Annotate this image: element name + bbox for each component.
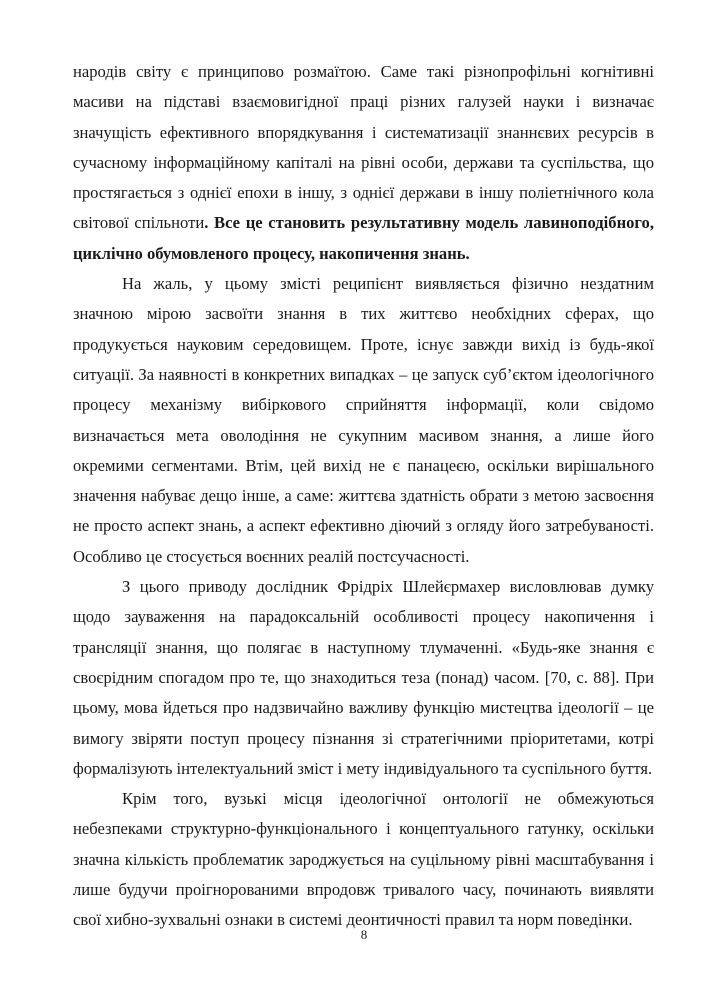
body-text: [73, 57, 654, 936]
paragraph-1-bold-text: . Все це становить результативну модель лавиноподібного, циклічно обумовленого процесу, накопичення знань.: [73, 213, 655, 263]
paragraph-3: З цього приводу дослідник Фрідріх Шлейєрмахер висловлював думку щодо зауваження на парадоксальній особливості процесу накопичення і трансляції знання, що полягає в наступному тлумаченні. «Будь-яке знання є своєрідним спогадом про те, що знаходиться теза (понад) часом. [70, с. 88]. При цьому, мова йдеться про надзвичайно важливу функцію мистецтва ідеології – це вимогу звіряти поступ процесу пізнання зі стратегічними пріоритетами, котрі формалізують інтелектуальний зміст і мету індивідуального та суспільного буття.: [73, 577, 654, 778]
page-number: 8: [360, 927, 368, 942]
paragraph-4: Крім того, вузькі місця ідеологічної онтології не обмежуються небезпеками структурно-функціонального і концептуального гатунку, оскільки значна кількість проблематик зароджується на суцільному рівні масштабування і лише будучи проігнорованими впродовж тривалого часу, починають виявляти свої хибно-зухвальні ознаки в системі деонтичності правил та норм поведінки.: [73, 789, 654, 930]
paragraph-1: [73, 57, 654, 269]
paragraph-1-text: народів світу є принципово розмаїтою. Саме такі різнопрофільні когнітивні масиви на підставі взаємовигідної праці різних галузей науки і визначає значущість ефективного впорядкування і систематизації знаннєвих ресурсів в сучасному інформаційному капіталі на рівні особи, держави та суспільства, що простягається з однієї епохи в іншу, з однієї держави в іншу поліетнічного кола світової спільноти: [73, 62, 654, 233]
paragraph-2: На жаль, у цьому змісті реципієнт виявляється фізично нездатним значною мірою засвоїти знання в тих життєво необхідних сферах, що продукується науковим середовищем. Проте, існує завжди вихід із будь-якої ситуації. За наявності в конкретних випадках – це запуск суб’єктом ідеологічного процесу механізму вибіркового сприйняття інформації, коли свідомо визначається мета оволодіння не сукупним масивом знання, а лише його окремими сегментами. Втім, цей вихід не є панацеєю, оскільки вирішального значення набуває дещо інше, а саме: життєва здатність обрати з метою засвоєння не просто аспект знань, а аспект ефективно діючий з огляду його затребуваності. Особливо це стосується воєнних реалій постсучасності.: [73, 274, 654, 566]
